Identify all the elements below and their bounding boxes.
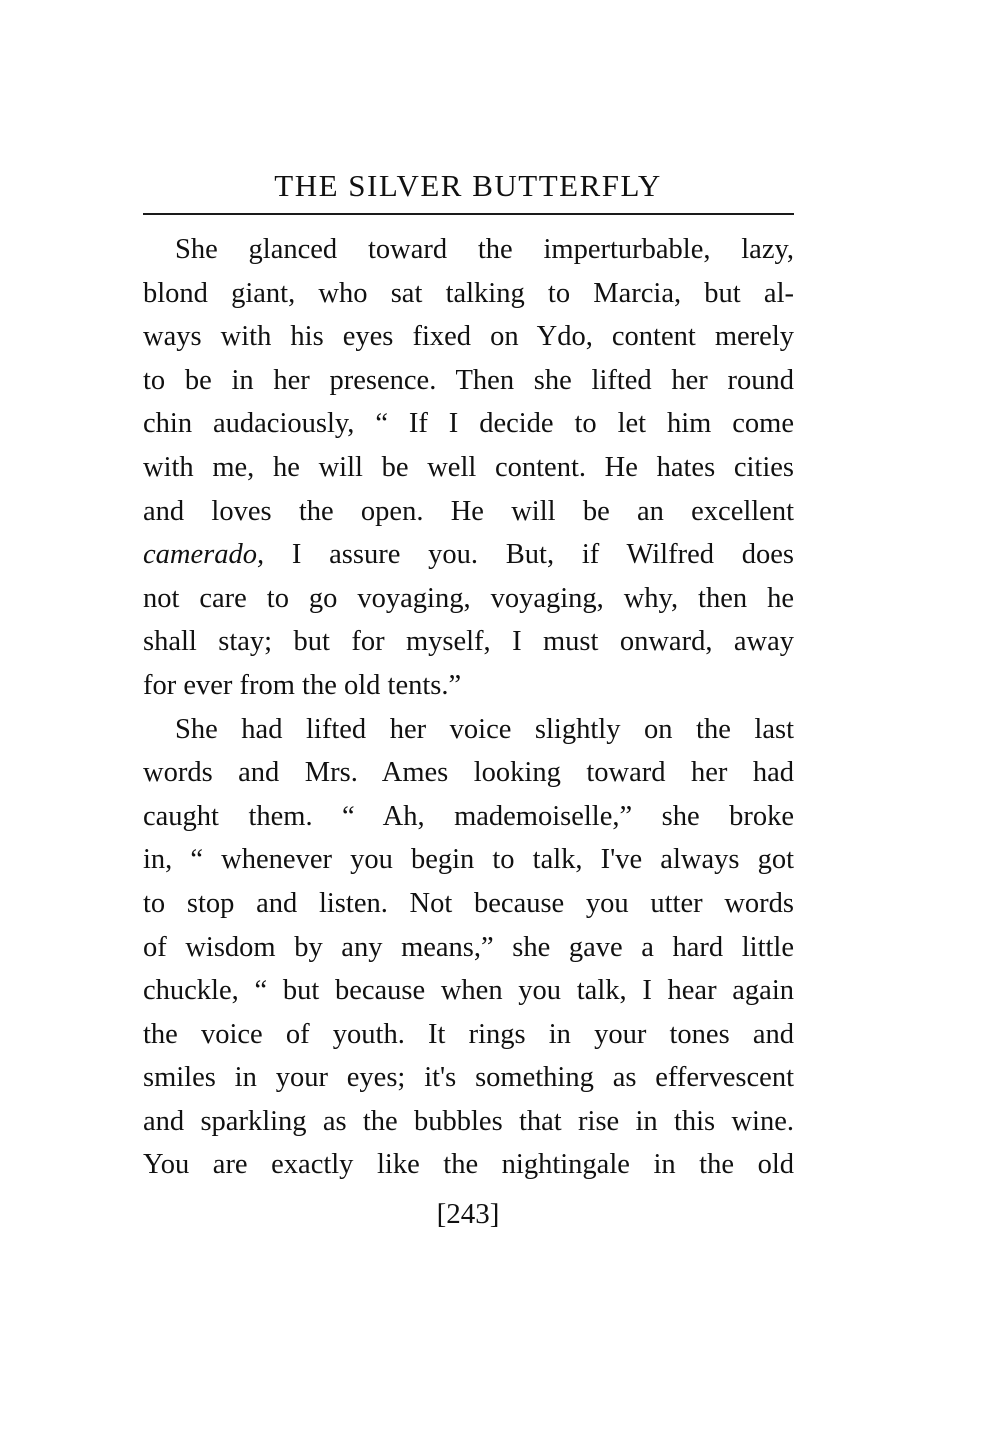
text-line: camerado, I assure you. But, if Wilfred does — [143, 539, 794, 571]
text-line: to stop and listen. Not because you utter words — [143, 887, 794, 919]
body-text — [143, 228, 794, 1187]
running-head-title: THE SILVER BUTTERFLY — [274, 168, 662, 203]
text-line: in, “ whenever you begin to talk, I've always got — [143, 844, 794, 876]
text-line: You are exactly like the nightingale in the old — [143, 1149, 794, 1181]
text-line: of wisdom by any means,” she gave a hard little — [143, 931, 794, 963]
text-line: caught them. “ Ah, mademoiselle,” she broke — [143, 800, 794, 832]
text-line: She had lifted her voice slightly on the last — [175, 713, 794, 745]
text-line: smiles in your eyes; it's something as effervescent — [143, 1062, 794, 1094]
page-number: [243] — [436, 1198, 500, 1230]
text-line: shall stay; but for myself, I must onward, away — [143, 626, 794, 658]
text-line: words and Mrs. Ames looking toward her had — [143, 757, 794, 789]
text-line: for ever from the old tents.” — [143, 669, 462, 701]
header-rule — [143, 213, 794, 215]
text-line: chuckle, “ but because when you talk, I hear again — [143, 975, 794, 1007]
text-line: and sparkling as the bubbles that rise in this wine. — [143, 1105, 794, 1137]
italic-word: camerado, — [143, 539, 265, 571]
text-line: to be in her presence. Then she lifted her round — [143, 364, 794, 396]
text-line: the voice of youth. It rings in your tones and — [143, 1018, 794, 1050]
text-line: ways with his eyes fixed on Ydo, content merely — [143, 321, 794, 353]
text-line: blond giant, who sat talking to Marcia, but al- — [143, 277, 794, 309]
text-line: She glanced toward the imperturbable, lazy, — [175, 234, 794, 265]
text-line: chin audaciously, “ If I decide to let him come — [143, 408, 794, 440]
text-line: and loves the open. He will be an excellent — [143, 495, 794, 527]
text-line: with me, he will be well content. He hates cities — [143, 451, 794, 483]
text-line: not care to go voyaging, voyaging, why, then he — [143, 582, 794, 614]
